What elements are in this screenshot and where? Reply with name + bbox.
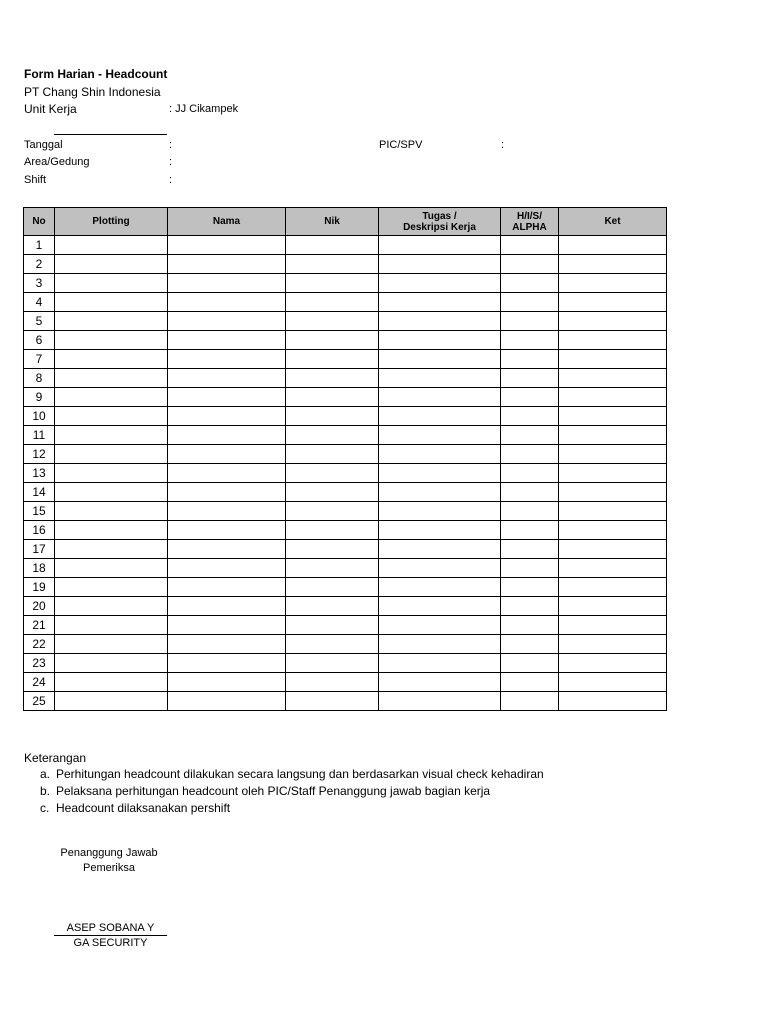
ket-cell[interactable] <box>559 426 667 445</box>
status-cell[interactable] <box>501 635 559 654</box>
status-cell[interactable] <box>501 616 559 635</box>
row-number-cell: 23 <box>24 654 55 673</box>
status-cell[interactable] <box>501 274 559 293</box>
nama-cell[interactable] <box>168 331 286 350</box>
nik-cell[interactable] <box>286 445 379 464</box>
table-row <box>24 331 667 350</box>
row-number-cell: 9 <box>24 388 55 407</box>
status-cell[interactable] <box>501 692 559 711</box>
row-number-cell: 18 <box>24 559 55 578</box>
ket-cell[interactable] <box>559 445 667 464</box>
nama-cell[interactable] <box>168 502 286 521</box>
nama-cell[interactable] <box>168 559 286 578</box>
signature-role <box>54 846 164 876</box>
signature-role-line1: Penanggung Jawab <box>60 847 158 859</box>
nik-cell[interactable] <box>286 236 379 255</box>
row-number-cell: 22 <box>24 635 55 654</box>
column-header-plotting: Plotting <box>55 208 168 236</box>
table-body <box>24 236 667 711</box>
unit-kerja-value: : JJ Cikampek <box>169 103 239 115</box>
table-header-row <box>24 208 667 236</box>
nik-cell[interactable] <box>286 654 379 673</box>
nama-cell[interactable] <box>168 255 286 274</box>
ket-cell[interactable] <box>559 616 667 635</box>
row-number-cell: 5 <box>24 312 55 331</box>
table-row <box>24 692 667 711</box>
tugas-cell[interactable] <box>379 521 501 540</box>
nama-cell[interactable] <box>168 692 286 711</box>
table-row <box>24 483 667 502</box>
ket-cell[interactable] <box>559 369 667 388</box>
row-number-cell: 1 <box>24 236 55 255</box>
row-number-cell: 24 <box>24 673 55 692</box>
row-number-cell: 7 <box>24 350 55 369</box>
row-number-cell: 8 <box>24 369 55 388</box>
table-row <box>24 312 667 331</box>
ket-cell[interactable] <box>559 255 667 274</box>
tugas-cell[interactable] <box>379 350 501 369</box>
plotting-cell[interactable] <box>55 445 168 464</box>
nama-cell[interactable] <box>168 654 286 673</box>
ket-cell[interactable] <box>559 274 667 293</box>
plotting-cell[interactable] <box>55 692 168 711</box>
row-number-cell: 13 <box>24 464 55 483</box>
signature-name: ASEP SOBANA Y <box>54 921 167 936</box>
nik-cell[interactable] <box>286 597 379 616</box>
plotting-cell[interactable] <box>55 597 168 616</box>
ket-cell[interactable] <box>559 540 667 559</box>
nik-cell[interactable] <box>286 502 379 521</box>
nik-cell[interactable] <box>286 616 379 635</box>
status-cell[interactable] <box>501 578 559 597</box>
status-cell[interactable] <box>501 426 559 445</box>
nama-cell[interactable] <box>168 635 286 654</box>
status-cell[interactable] <box>501 521 559 540</box>
nik-cell[interactable] <box>286 521 379 540</box>
tugas-cell[interactable] <box>379 654 501 673</box>
plotting-cell[interactable] <box>55 407 168 426</box>
status-cell[interactable] <box>501 673 559 692</box>
ket-cell[interactable] <box>559 597 667 616</box>
nik-cell[interactable] <box>286 331 379 350</box>
tugas-cell[interactable] <box>379 464 501 483</box>
note-item: b. Pelaksana perhitungan headcount oleh PIC/Staff Penanggung jawab bagian kerja <box>40 784 491 798</box>
row-number-cell: 21 <box>24 616 55 635</box>
tugas-cell[interactable] <box>379 369 501 388</box>
tugas-cell[interactable] <box>379 540 501 559</box>
ket-cell[interactable] <box>559 673 667 692</box>
tugas-cell[interactable] <box>379 597 501 616</box>
plotting-cell[interactable] <box>55 502 168 521</box>
nama-cell[interactable] <box>168 388 286 407</box>
headcount-table <box>23 207 667 711</box>
tugas-cell[interactable] <box>379 255 501 274</box>
nik-cell[interactable] <box>286 293 379 312</box>
status-cell[interactable] <box>501 255 559 274</box>
row-number-cell: 15 <box>24 502 55 521</box>
area-gedung-colon: : <box>169 156 173 168</box>
status-cell[interactable] <box>501 445 559 464</box>
row-number-cell: 16 <box>24 521 55 540</box>
nik-cell[interactable] <box>286 407 379 426</box>
nik-cell[interactable] <box>286 464 379 483</box>
row-number-cell: 11 <box>24 426 55 445</box>
row-number-cell: 12 <box>24 445 55 464</box>
column-header-nik: Nik <box>286 208 379 236</box>
table-row <box>24 654 667 673</box>
nik-cell[interactable] <box>286 426 379 445</box>
table-row <box>24 236 667 255</box>
plotting-cell[interactable] <box>55 388 168 407</box>
status-cell[interactable] <box>501 236 559 255</box>
ket-cell[interactable] <box>559 312 667 331</box>
nama-cell[interactable] <box>168 483 286 502</box>
plotting-cell[interactable] <box>55 331 168 350</box>
plotting-cell[interactable] <box>55 369 168 388</box>
tugas-cell[interactable] <box>379 502 501 521</box>
status-cell[interactable] <box>501 293 559 312</box>
table-row <box>24 635 667 654</box>
table-row <box>24 597 667 616</box>
row-number-cell: 20 <box>24 597 55 616</box>
table-row <box>24 369 667 388</box>
nik-cell[interactable] <box>286 559 379 578</box>
form-title: Form Harian - Headcount <box>24 67 168 81</box>
ket-cell[interactable] <box>559 521 667 540</box>
row-number-cell: 3 <box>24 274 55 293</box>
plotting-cell[interactable] <box>55 559 168 578</box>
tugas-cell[interactable] <box>379 426 501 445</box>
nik-cell[interactable] <box>286 673 379 692</box>
plotting-cell[interactable] <box>55 521 168 540</box>
status-cell[interactable] <box>501 483 559 502</box>
ket-cell[interactable] <box>559 407 667 426</box>
table-row <box>24 540 667 559</box>
nik-cell[interactable] <box>286 350 379 369</box>
row-number-cell: 10 <box>24 407 55 426</box>
tugas-cell[interactable] <box>379 559 501 578</box>
table-row <box>24 559 667 578</box>
table-row <box>24 578 667 597</box>
nama-cell[interactable] <box>168 407 286 426</box>
pic-spv-colon: : <box>501 139 505 151</box>
tanggal-colon: : <box>169 139 173 151</box>
table-row <box>24 407 667 426</box>
company-name: PT Chang Shin Indonesia <box>24 85 161 99</box>
table-row <box>24 673 667 692</box>
tugas-cell[interactable] <box>379 616 501 635</box>
pic-spv-label: PIC/SPV <box>379 139 423 151</box>
tugas-cell[interactable] <box>379 331 501 350</box>
ket-cell[interactable] <box>559 654 667 673</box>
table-row <box>24 464 667 483</box>
ket-cell[interactable] <box>559 559 667 578</box>
nama-cell[interactable] <box>168 521 286 540</box>
nama-cell[interactable] <box>168 616 286 635</box>
plotting-cell[interactable] <box>55 464 168 483</box>
nama-cell[interactable] <box>168 597 286 616</box>
nama-cell[interactable] <box>168 426 286 445</box>
ket-cell[interactable] <box>559 464 667 483</box>
unit-kerja-label: Unit Kerja <box>24 102 77 116</box>
row-number-cell: 17 <box>24 540 55 559</box>
ket-cell[interactable] <box>559 350 667 369</box>
tugas-cell[interactable] <box>379 673 501 692</box>
nama-cell[interactable] <box>168 540 286 559</box>
row-number-cell: 6 <box>24 331 55 350</box>
table-row <box>24 388 667 407</box>
nik-cell[interactable] <box>286 483 379 502</box>
header-divider <box>54 134 167 135</box>
table-row <box>24 445 667 464</box>
nik-cell[interactable] <box>286 388 379 407</box>
tugas-cell[interactable] <box>379 635 501 654</box>
table-row <box>24 255 667 274</box>
nama-cell[interactable] <box>168 578 286 597</box>
plotting-cell[interactable] <box>55 255 168 274</box>
note-item: a. Perhitungan headcount dilakukan secara langsung dan berdasarkan visual check kehadiran <box>40 767 544 781</box>
status-cell[interactable] <box>501 350 559 369</box>
table-row <box>24 616 667 635</box>
nama-cell[interactable] <box>168 369 286 388</box>
status-cell[interactable] <box>501 559 559 578</box>
table-row <box>24 521 667 540</box>
tanggal-label: Tanggal <box>24 139 63 151</box>
status-cell[interactable] <box>501 464 559 483</box>
notes-heading: Keterangan <box>24 751 87 765</box>
plotting-cell[interactable] <box>55 616 168 635</box>
nik-cell[interactable] <box>286 635 379 654</box>
column-header-ket: Ket <box>559 208 667 236</box>
plotting-cell[interactable] <box>55 236 168 255</box>
nik-cell[interactable] <box>286 312 379 331</box>
ket-cell[interactable] <box>559 388 667 407</box>
tugas-cell[interactable] <box>379 483 501 502</box>
status-cell[interactable] <box>501 388 559 407</box>
plotting-cell[interactable] <box>55 635 168 654</box>
nama-cell[interactable] <box>168 274 286 293</box>
plotting-cell[interactable] <box>55 312 168 331</box>
ket-cell[interactable] <box>559 293 667 312</box>
plotting-cell[interactable] <box>55 426 168 445</box>
tugas-cell[interactable] <box>379 407 501 426</box>
nik-cell[interactable] <box>286 369 379 388</box>
nama-cell[interactable] <box>168 464 286 483</box>
tugas-cell[interactable] <box>379 578 501 597</box>
status-cell[interactable] <box>501 407 559 426</box>
nik-cell[interactable] <box>286 540 379 559</box>
signature-position: GA SECURITY <box>73 937 148 949</box>
row-number-cell: 25 <box>24 692 55 711</box>
tugas-cell[interactable] <box>379 293 501 312</box>
tugas-cell[interactable] <box>379 274 501 293</box>
plotting-cell[interactable] <box>55 540 168 559</box>
row-number-cell: 4 <box>24 293 55 312</box>
column-header-tugas: Tugas / Deskripsi Kerja <box>379 208 501 236</box>
nama-cell[interactable] <box>168 236 286 255</box>
ket-cell[interactable] <box>559 236 667 255</box>
area-gedung-label: Area/Gedung <box>24 156 90 168</box>
table-row <box>24 502 667 521</box>
notes-list <box>40 766 544 817</box>
ket-cell[interactable] <box>559 578 667 597</box>
plotting-cell[interactable] <box>55 673 168 692</box>
ket-cell[interactable] <box>559 692 667 711</box>
tugas-cell[interactable] <box>379 312 501 331</box>
column-header-no: No <box>24 208 55 236</box>
nama-cell[interactable] <box>168 445 286 464</box>
signature-role-line2: Pemeriksa <box>83 862 135 874</box>
nik-cell[interactable] <box>286 692 379 711</box>
status-cell[interactable] <box>501 597 559 616</box>
plotting-cell[interactable] <box>55 654 168 673</box>
status-cell[interactable] <box>501 540 559 559</box>
signature-block <box>54 921 167 950</box>
nama-cell[interactable] <box>168 293 286 312</box>
tugas-cell[interactable] <box>379 445 501 464</box>
note-item: c. Headcount dilaksanakan pershift <box>40 801 231 815</box>
table-row <box>24 293 667 312</box>
status-cell[interactable] <box>501 654 559 673</box>
tugas-cell[interactable] <box>379 236 501 255</box>
row-number-cell: 19 <box>24 578 55 597</box>
ket-cell[interactable] <box>559 483 667 502</box>
status-cell[interactable] <box>501 502 559 521</box>
plotting-cell[interactable] <box>55 350 168 369</box>
ket-cell[interactable] <box>559 635 667 654</box>
tugas-cell[interactable] <box>379 692 501 711</box>
shift-colon: : <box>169 174 173 186</box>
column-header-nama: Nama <box>168 208 286 236</box>
status-cell[interactable] <box>501 369 559 388</box>
nik-cell[interactable] <box>286 274 379 293</box>
nik-cell[interactable] <box>286 578 379 597</box>
row-number-cell: 14 <box>24 483 55 502</box>
plotting-cell[interactable] <box>55 578 168 597</box>
row-number-cell: 2 <box>24 255 55 274</box>
plotting-cell[interactable] <box>55 274 168 293</box>
table-row <box>24 350 667 369</box>
table-row <box>24 426 667 445</box>
status-cell[interactable] <box>501 312 559 331</box>
nama-cell[interactable] <box>168 673 286 692</box>
tugas-cell[interactable] <box>379 388 501 407</box>
nik-cell[interactable] <box>286 255 379 274</box>
plotting-cell[interactable] <box>55 483 168 502</box>
status-cell[interactable] <box>501 331 559 350</box>
ket-cell[interactable] <box>559 331 667 350</box>
ket-cell[interactable] <box>559 502 667 521</box>
shift-label: Shift <box>24 174 47 186</box>
nama-cell[interactable] <box>168 350 286 369</box>
plotting-cell[interactable] <box>55 293 168 312</box>
nama-cell[interactable] <box>168 312 286 331</box>
table-row <box>24 274 667 293</box>
column-header-status: H/I/S/ ALPHA <box>501 208 559 236</box>
